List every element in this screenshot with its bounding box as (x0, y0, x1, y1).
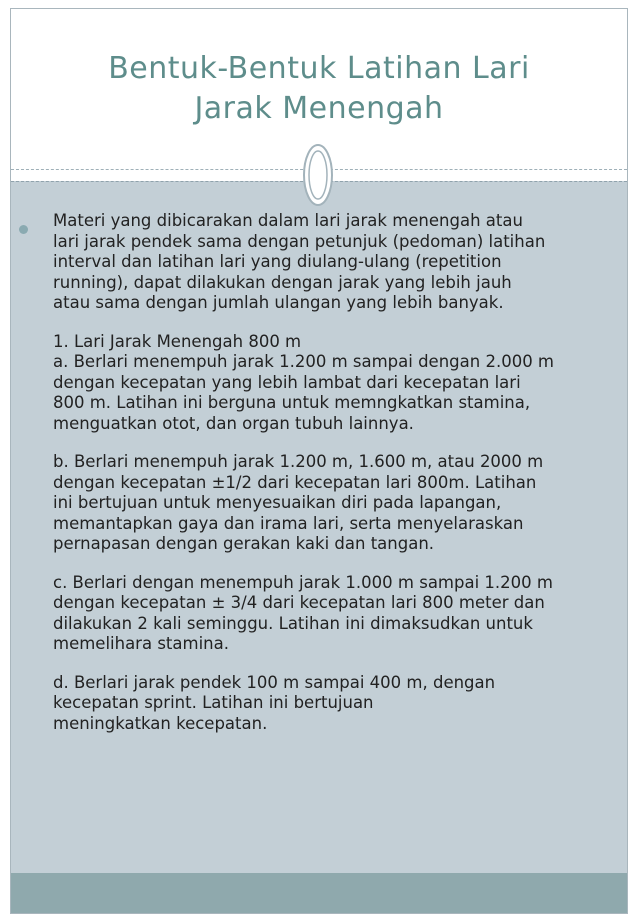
text-line: dengan kecepatan ± 3/4 dari kecepatan lari 800 meter dan (53, 593, 545, 612)
text-line: meningkatkan kecepatan. (53, 713, 268, 733)
text-line: b. Berlari menempuh jarak 1.200 m, 1.600 m, atau 2000 m (53, 452, 544, 471)
text-line: ini bertujuan untuk menyesuaikan diri pada lapangan, (53, 493, 502, 512)
text-line: interval dan latihan lari yang diulang-ulang (repetition (53, 252, 502, 271)
section-b-paragraph (53, 452, 613, 555)
intro-paragraph (53, 211, 613, 314)
text-line: dengan kecepatan yang lebih lambat dari kecepatan lari (53, 372, 521, 392)
text-line: pernapasan dengan gerakan kaki dan tangan. (53, 534, 435, 553)
text-line: Materi yang dibicarakan dalam lari jarak menengah atau (53, 211, 523, 230)
text-line: dilakukan 2 kali seminggu. Latihan ini dimaksudkan untuk (53, 613, 533, 633)
oval-ornament-icon (302, 143, 334, 207)
text-line: 1. Lari Jarak Menengah 800 m (53, 331, 302, 351)
text-line: running), dapat dilakukan dengan jarak yang lebih jauh (53, 272, 512, 292)
text-line: kecepatan sprint. Latihan ini bertujuan (53, 693, 374, 712)
text-line: menguatkan otot, dan organ tubuh lainnya. (53, 413, 414, 433)
section-d-paragraph (53, 673, 613, 735)
text-line: atau sama dengan jumlah ulangan yang lebih banyak. (53, 293, 504, 312)
text-line: 800 m. Latihan ini berguna untuk memngkatkan stamina, (53, 393, 531, 412)
section-a-paragraph (53, 332, 613, 435)
body-text (53, 211, 613, 752)
section-c-paragraph (53, 573, 613, 655)
text-line: memantapkan gaya dan irama lari, serta menyelaraskan (53, 513, 524, 533)
slide-title (31, 49, 607, 129)
footer-band (11, 873, 627, 913)
content-area (11, 181, 627, 873)
title-line-2: Jarak Menengah (194, 91, 444, 126)
text-line: memelihara stamina. (53, 634, 229, 653)
text-line: dengan kecepatan ±1/2 dari kecepatan lari 800m. Latihan (53, 472, 537, 492)
title-line-1: Bentuk-Bentuk Latihan Lari (108, 51, 530, 86)
bullet-icon (19, 225, 28, 234)
text-line: c. Berlari dengan menempuh jarak 1.000 m sampai 1.200 m (53, 572, 553, 592)
text-line: lari jarak pendek sama dengan petunjuk (pedoman) latihan (53, 231, 546, 251)
text-line: d. Berlari jarak pendek 100 m sampai 400 m, dengan (53, 672, 496, 692)
text-line: a. Berlari menempuh jarak 1.200 m sampai dengan 2.000 m (53, 352, 555, 371)
slide (10, 8, 628, 914)
